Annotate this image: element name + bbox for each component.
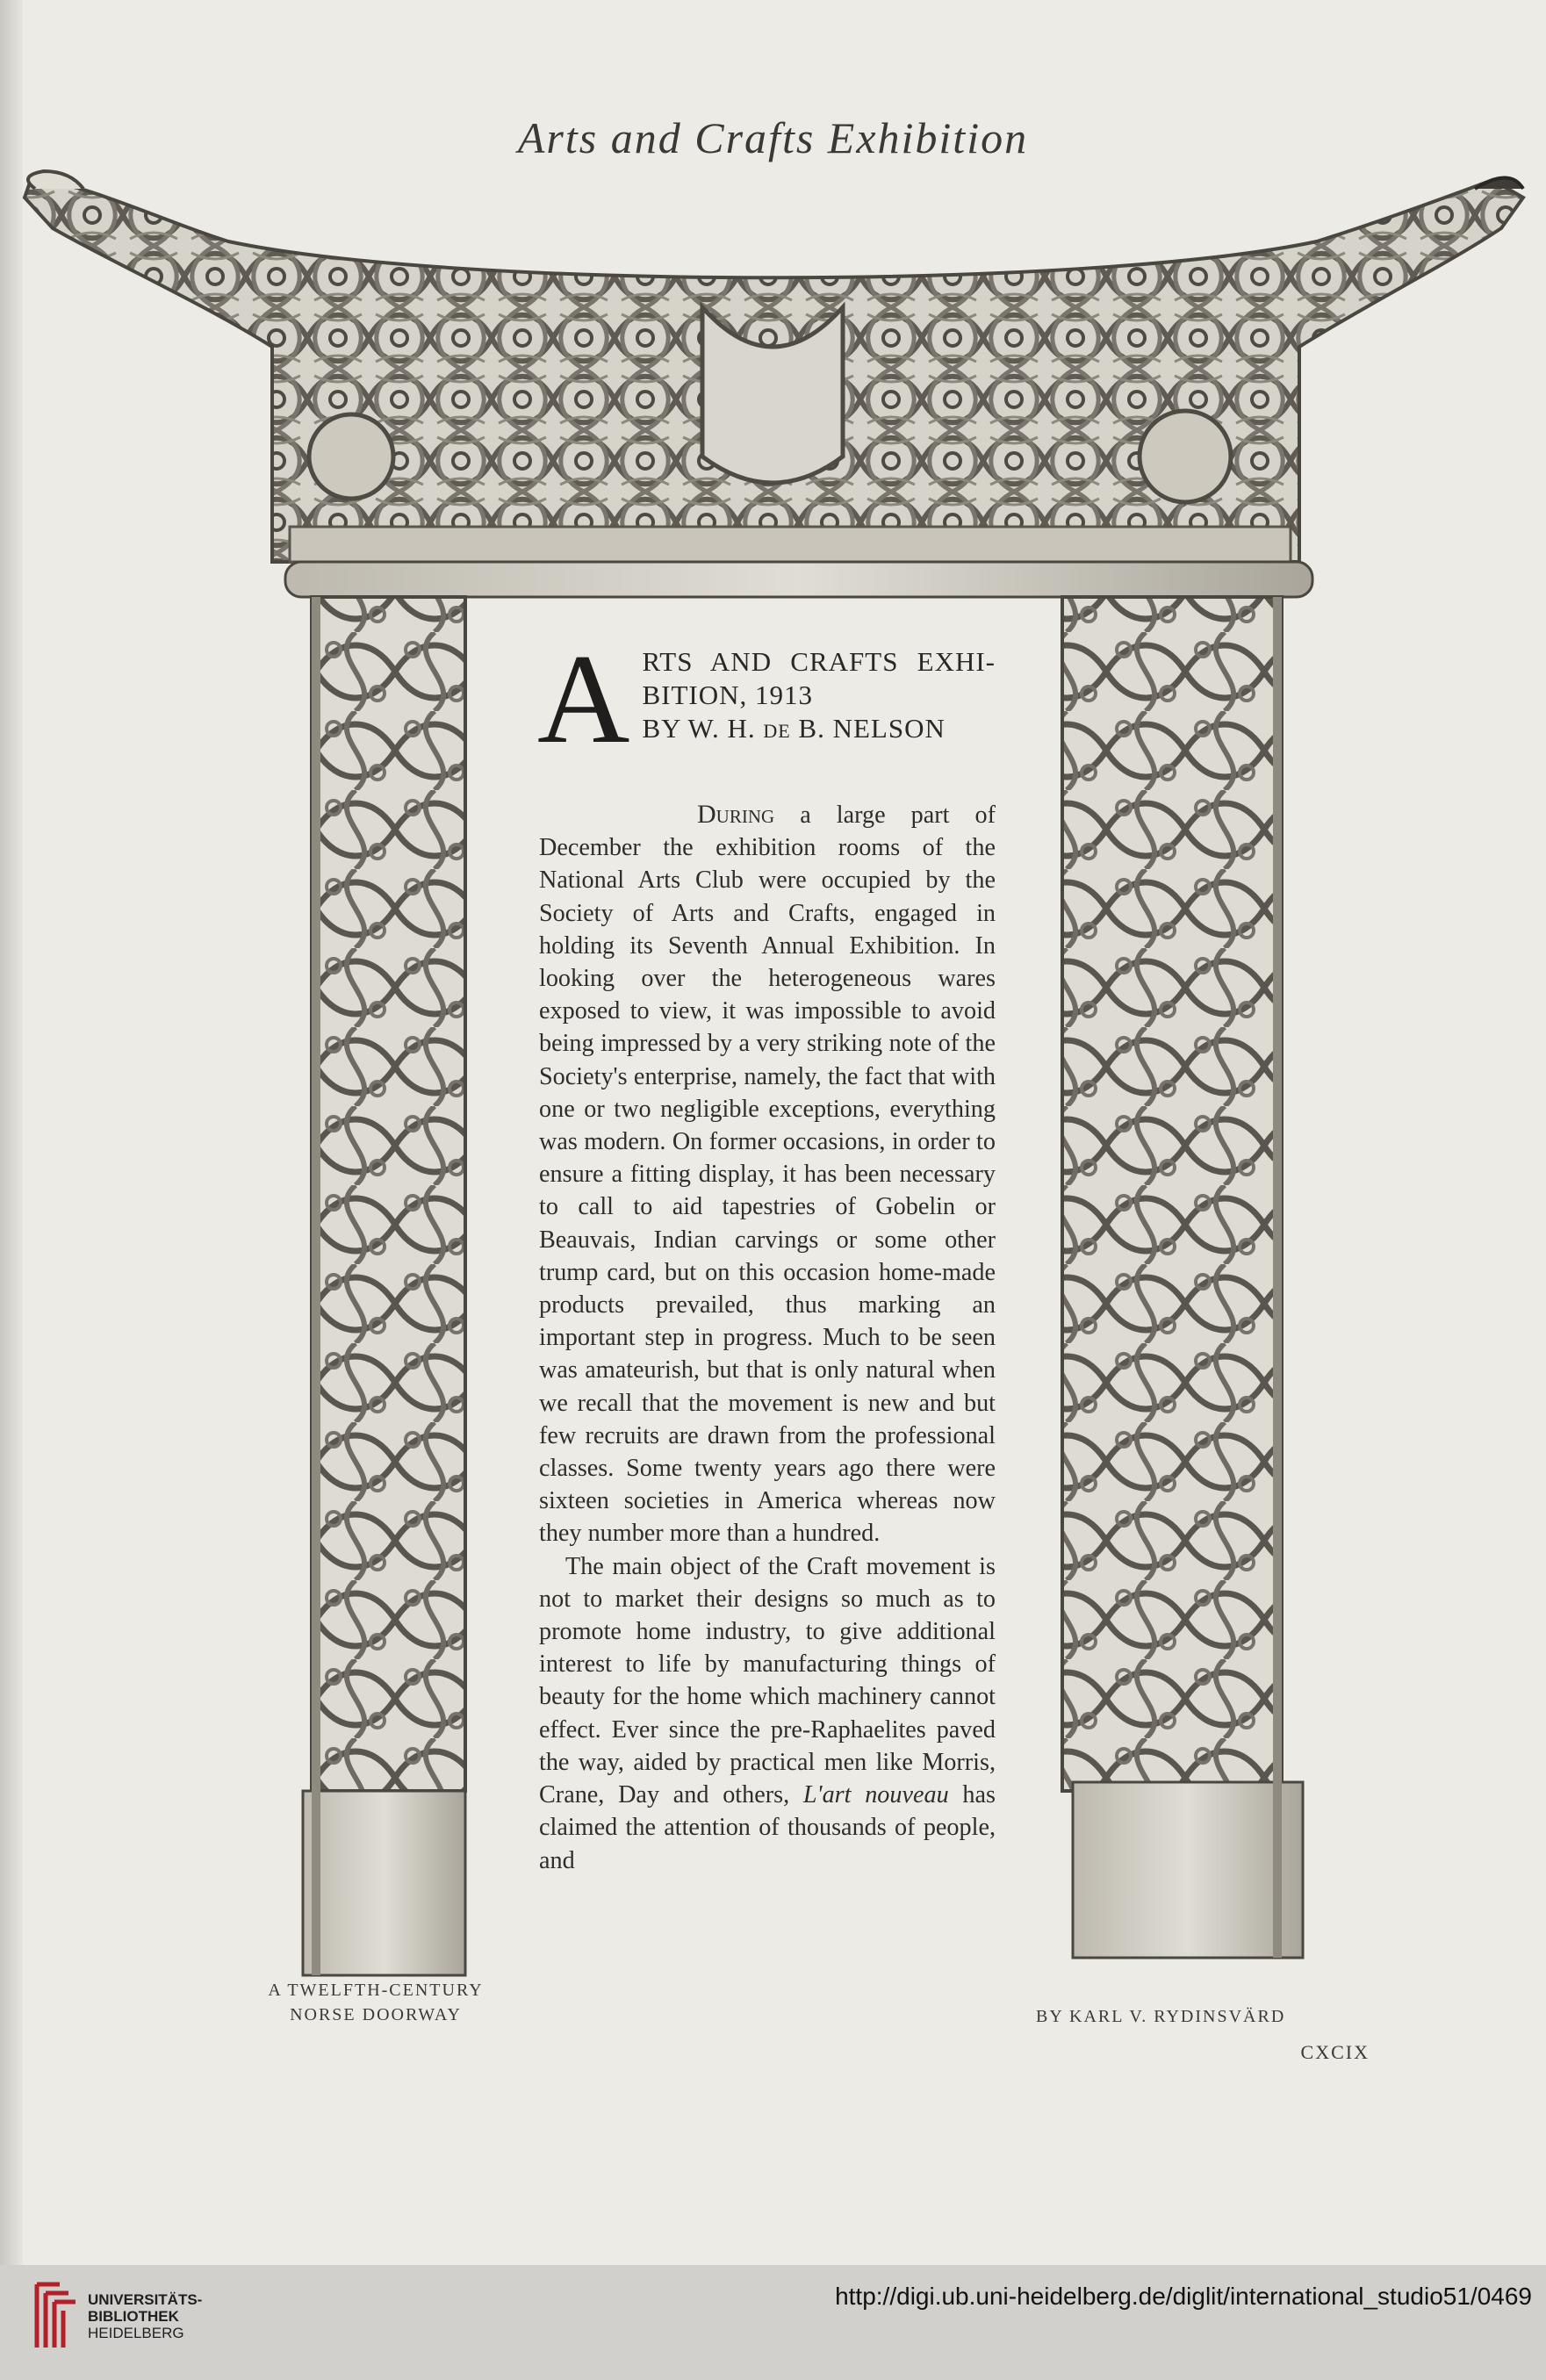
paragraph-1-text: a large part of December the exhibition rooms of the National Arts Club were occupied by the Society of Arts and Crafts, engaged in holding its Seventh Annual Exhibition. In looking over the heterogeneous wares exposed to view, it was impossible to avoid being impressed by a very striking note of the Society's enterprise, namely, the fact that with one or two negligible exceptions, everything was modern. On former occasions, in order to ensure a fitting display, it has been necessary to call to aid tapestries of Gobelin or Beauvais, Indian carvings or some other trump card, but on this occasion home-made products prevailed, thus marking an important step in progress. Much to be seen was amateurish, but that is only natural when we recall that the movement is new and but few recruits are drawn from the professional classes. Some twenty years ago there were sixteen societies in America whereas now they number more than a hundred. <box>539 802 996 1548</box>
article <box>537 628 996 1877</box>
caption-left-line-1: A TWELFTH-CENTURY <box>268 1981 484 2000</box>
caption-left <box>253 1978 499 2027</box>
article-title-line-2: BITION, 1913 <box>642 679 813 710</box>
article-title-line-1: RTS AND CRAFTS EXHI- <box>642 646 996 677</box>
source-url-link[interactable]: http://digi.ub.uni-heidelberg.de/diglit/international_studio51/0469 <box>835 2283 1532 2310</box>
library-name-line-1: UNIVERSITÄTS- <box>88 2291 203 2308</box>
byline-de: de <box>763 713 791 744</box>
library-name-line-2: BIBLIOTHEK <box>88 2308 179 2325</box>
library-name <box>88 2291 202 2341</box>
carved-lintel <box>25 171 1523 597</box>
library-name-line-3: HEIDELBERG <box>88 2325 184 2341</box>
drop-cap: A <box>537 628 630 770</box>
byline-suffix: B. NELSON <box>798 713 946 744</box>
paragraph-2 <box>539 1550 996 1877</box>
article-body <box>539 751 996 1877</box>
running-head: Arts and Crafts Exhibition <box>517 113 1029 162</box>
library-logo-icon <box>33 2281 79 2351</box>
caption-left-line-2: NORSE DOORWAY <box>290 2005 462 2024</box>
paragraph-2-text-end: has claimed the attention of thousands of people, and <box>539 1781 996 1874</box>
byline-prefix: BY W. H. <box>642 713 756 744</box>
right-carved-post <box>1062 597 1303 1958</box>
left-carved-post <box>303 597 465 1975</box>
paragraph-lead-word: During <box>697 800 775 829</box>
paragraph-1 <box>539 798 996 1550</box>
page-number: CXCIX <box>1300 2041 1370 2063</box>
caption-right: BY KARL V. RYDINSVÄRD <box>1036 2007 1286 2026</box>
paragraph-2-text-start: The main object of the Craft movement is not to market their designs so much as to promote home industry, to give additional interest to life by manufacturing things of beauty for the home which machinery cannot effect. Ever since the pre-Raphaelites paved the way, aided by practical men like Morris, Crane, Day and others, <box>539 1552 996 1809</box>
paragraph-2-italic: L'art nouveau <box>802 1781 949 1809</box>
